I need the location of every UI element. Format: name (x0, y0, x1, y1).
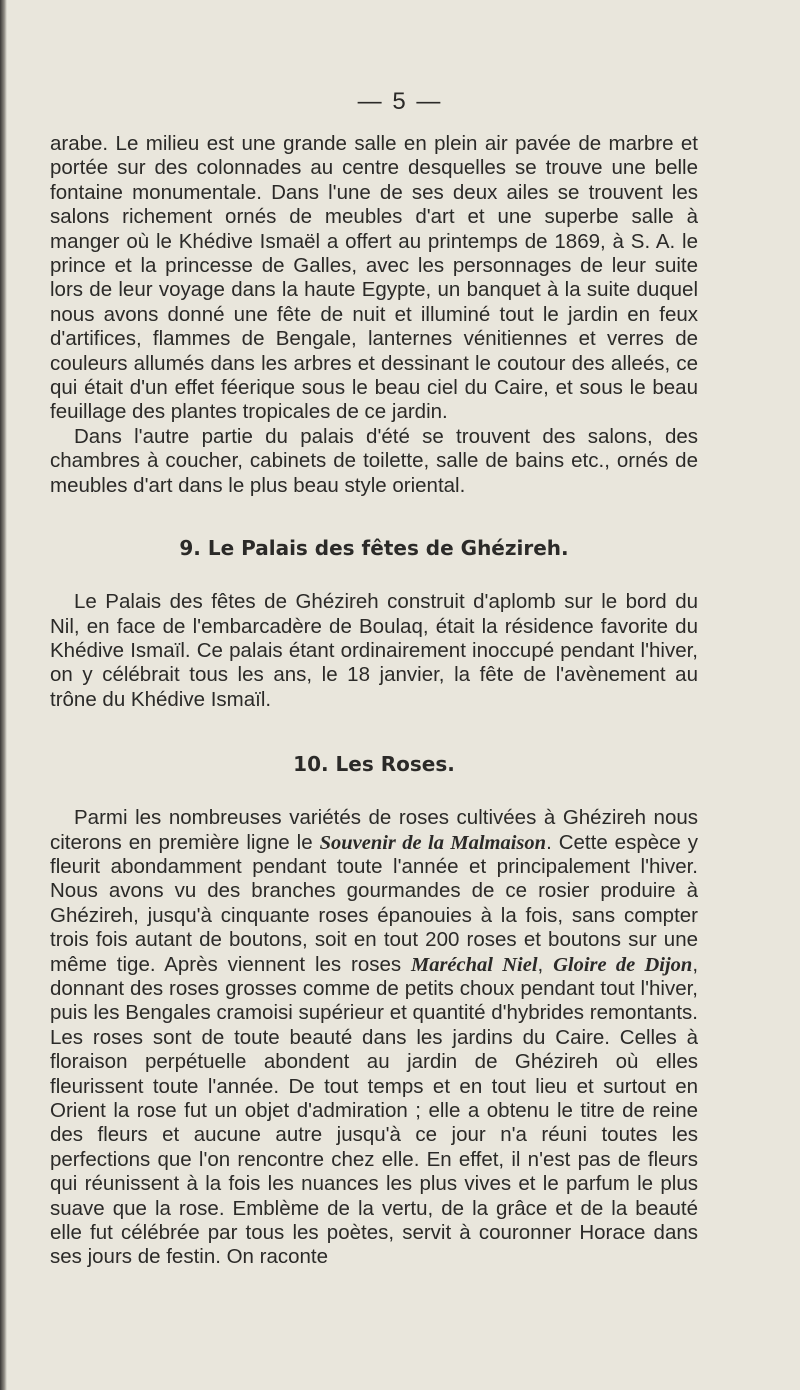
paragraph-summer-palace: Dans l'autre partie du palais d'été se trouvent des salons, des chambres à coucher, cabinets de toilette, salle de bains etc., ornés de meubles d'art dans le plus beau style oriental. (50, 424, 698, 497)
page-binding-edge (0, 0, 7, 1390)
page-body (50, 132, 698, 1270)
section-heading-roses: 10. Les Roses. (293, 752, 455, 777)
section-heading-palais-des-fetes: 9. Le Palais des fêtes de Ghézireh. (179, 536, 569, 561)
rose-name-malmaison: Souvenir de la Malmaison (319, 831, 547, 854)
text-run: , donnant des roses grosses comme de petits choux pendant tout l'hiver, puis les Bengales cramoisi supérieur et quantité d'hybrides remontants. Les roses sont de toute beauté dans les jardins du Caire. Celles à floraison perpétuelle abondent au jardin de Ghézireh où elles fleurissent toute l'année. De tout temps et en tout lieu et surtout en Orient la rose fut un objet d'admiration ; elle a obtenu le titre de reine des fleurs et aucune autre jusqu'à ce jour n'a réuni toutes les perfections que l'on rencontre chez elle. En effet, il n'est pas de fleurs qui réunissent à la fois les nuances les plus vives et le parfum le plus suave que la rose. Emblème de la vertu, de la grâce et de la beauté elle fut célébrée par tous les poètes, servit à couronner Horace dans ses jours de festin. On raconte (50, 952, 699, 1269)
text-run: , (537, 952, 554, 976)
rose-name-marechal-niel: Maréchal Niel (410, 953, 538, 976)
rose-name-gloire-de-dijon: Gloire de Dijon (553, 953, 693, 976)
paragraph-roses (50, 806, 698, 1270)
page-number: — 5 — (357, 88, 443, 115)
text-run: Parmi les nombreuses variétés de roses cultivées à Ghézireh nous citerons en première ligne le (50, 806, 698, 854)
paragraph-palais-des-fetes: Le Palais des fêtes de Ghézireh construit d'aplomb sur le bord du Nil, en face de l'embarcadère de Boulaq, était la résidence favorite du Khédive Ismaïl. Ce palais étant ordinairement inoccupé pendant l'hiver, on y célébrait tous les ans, le 18 janvier, la fête de l'avènement au trône du Khédive Ismaïl. (50, 590, 698, 711)
text-run: . Cette espèce y fleurit abondamment pendant toute l'année et principalement l'hiver. Nous avons vu des branches gourmandes de ce rosier produire à Ghézireh, jusqu'à cinquante roses épanouies à la fois, sans compter trois fois autant de boutons, soit en tout 200 roses et boutons sur une même tige. Après viennent les roses (50, 830, 699, 976)
paragraph-continuation: arabe. Le milieu est une grande salle en plein air pavée de marbre et portée sur des colonnades au centre desquelles se trouve une belle fontaine monumentale. Dans l'une de ses deux ailes se trouvent les salons richement ornés de meubles d'art et une superbe salle à manger où le Khédive Ismaël a offert au printemps de 1869, à S. A. le prince et la princesse de Galles, avec les personnages de leur suite lors de leur voyage dans la haute Egypte, un banquet à la suite duquel nous avons donné une fête de nuit et illuminé tout le jardin en feux d'artifices, flammes de Bengale, lanternes vénitiennes et verres de couleurs allumés dans les arbres et dessinant le coutour des alleés, ce qui était d'un effet féerique sous le beau ciel du Caire, et sous le beau feuillage des plantes tropicales de ce jardin. (50, 132, 698, 424)
